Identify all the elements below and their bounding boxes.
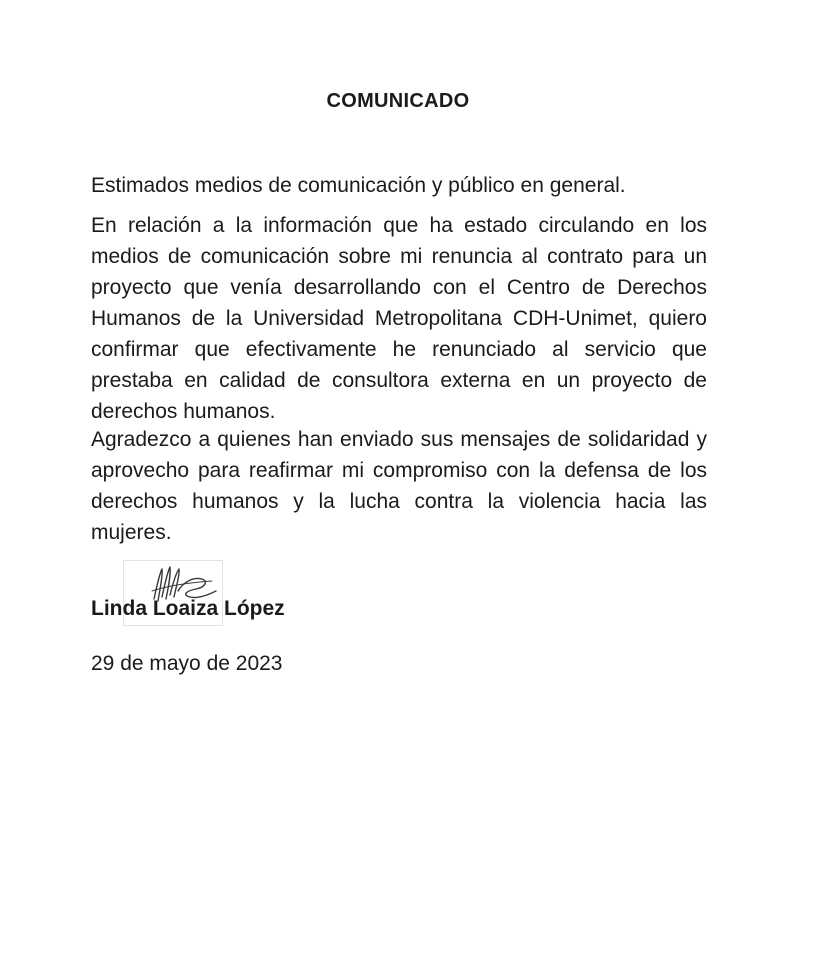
paragraph-1: En relación a la información que ha estado circulando en los medios de comunicación sobre mi renuncia al contrato para un proyecto que venía desarrollando con el Centro de Derechos Humanos de la Universidad Metropolitana CDH-Unimet, quiero confirmar que efectivamente he renunciado al servicio que prestaba en calidad de consultora externa en un proyecto de derechos humanos. [91, 214, 707, 423]
signer-name: Linda Loaiza López [91, 597, 285, 620]
document-date: 29 de mayo de 2023 [91, 652, 283, 675]
paragraph-2: Agradezco a quienes han enviado sus mensajes de solidaridad y aprovecho para reafirmar mi compromiso con la defensa de los derechos humanos y la lucha contra la violencia hacia las mujeres. [91, 428, 707, 544]
document-title: COMUNICADO [326, 90, 470, 112]
greeting-text: Estimados medios de comunicación y público en general. [91, 174, 626, 197]
